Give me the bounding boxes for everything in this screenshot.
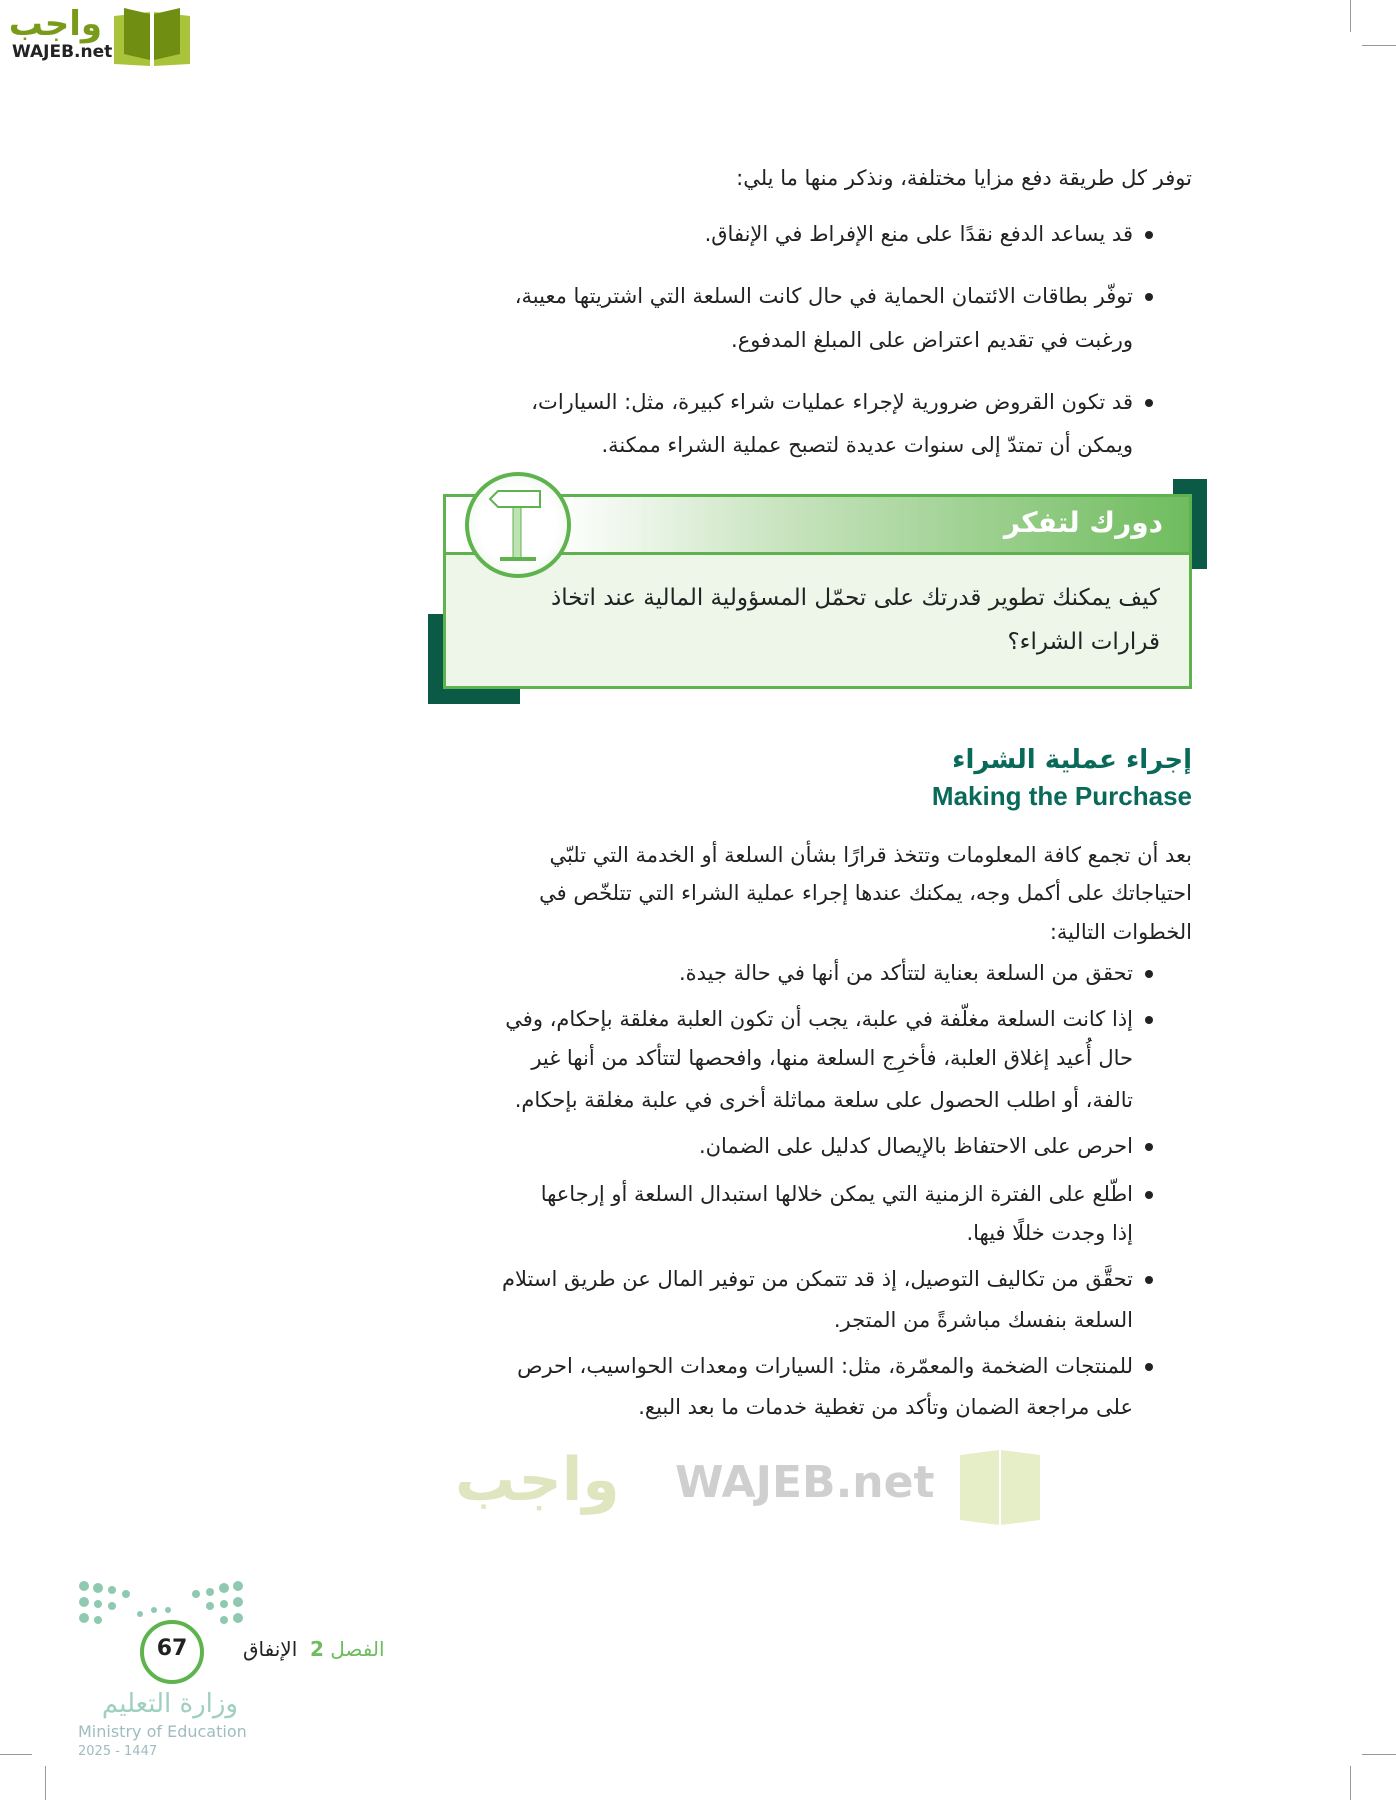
bullet-icon: [1145, 231, 1153, 239]
crop-mark: [1350, 0, 1351, 32]
crop-mark: [0, 1754, 32, 1755]
bullet-item-line: تحقق من السلعة بعناية لتتأكد من أنها في حالة جيدة.: [678, 961, 1133, 985]
bullet-item-line: للمنتجات الضخمة والمعمّرة، مثل: السيارات ومعدات الحواسيب، احرص: [517, 1354, 1133, 1378]
bullet-item-line: السلعة بنفسك مباشرةً من المتجر.: [833, 1308, 1133, 1332]
bullet-item-line: ورغبت في تقديم اعتراض على المبلغ المدفوع.: [731, 328, 1133, 352]
paragraph-line: بعد أن تجمع كافة المعلومات وتتخذ قرارًا بشأن السلعة أو الخدمة التي تلبّي: [549, 843, 1192, 867]
bullet-icon: [1145, 1016, 1153, 1024]
bullet-item-line: على مراجعة الضمان وتأكد من تغطية خدمات ما بعد البيع.: [638, 1395, 1133, 1419]
think-box-question: قرارات الشراء؟: [1007, 629, 1160, 655]
bullet-icon: [1145, 293, 1153, 301]
paragraph-line: الخطوات التالية:: [1049, 920, 1192, 944]
book-icon: [106, 4, 198, 66]
intro-text: توفر كل طريقة دفع مزايا مختلفة، ونذكر منها ما يلي:: [736, 166, 1192, 190]
bullet-item-line: تحقَّق من تكاليف التوصيل، إذ قد تتمكن من توفير المال عن طريق استلام: [501, 1267, 1133, 1291]
bullet-icon: [1145, 970, 1153, 978]
chapter-number: 2: [309, 1637, 324, 1661]
watermark-latin: WAJEB.net: [675, 1457, 935, 1508]
bullet-item-line: توفّر بطاقات الائتمان الحماية في حال كانت السلعة التي اشتريتها معيبة،: [514, 284, 1133, 308]
logo-latin: WAJEB.net: [12, 42, 113, 62]
section-title-english: Making the Purchase: [931, 781, 1192, 811]
think-box-title: دورك لتفكر: [1003, 506, 1163, 539]
watermark-arabic: واجب: [455, 1445, 620, 1515]
ministry-english: Ministry of Education: [78, 1722, 247, 1741]
bullet-item-line: حال أُعيد إغلاق العلبة، فأخرِج السلعة منها، وافحصها لتتأكد من أنها غير: [531, 1046, 1133, 1070]
page-number: 67: [156, 1636, 188, 1661]
bullet-item-line: قد يساعد الدفع نقدًا على منع الإفراط في الإنفاق.: [704, 222, 1133, 246]
ministry-arabic: وزارة التعليم: [101, 1689, 238, 1719]
bullet-item-line: احرص على الاحتفاظ بالإيصال كدليل على الضمان.: [698, 1134, 1133, 1158]
bullet-item-line: اطّلع على الفترة الزمنية التي يمكن خلالها استبدال السلعة أو إرجاعها: [540, 1182, 1133, 1206]
bullet-icon: [1145, 1363, 1153, 1371]
think-box-question: كيف يمكنك تطوير قدرتك على تحمّل المسؤولية المالية عند اتخاذ: [551, 585, 1160, 611]
chapter-title: الإنفاق: [243, 1637, 298, 1661]
bullet-icon: [1145, 1276, 1153, 1284]
bullet-icon: [1145, 399, 1153, 407]
chapter-label: [243, 1637, 385, 1661]
bullet-icon: [1145, 1191, 1153, 1199]
chapter-label-text: الفصل: [330, 1637, 385, 1661]
bullet-item-line: إذا كانت السلعة مغلّفة في علبة، يجب أن تكون العلبة مغلقة بإحكام، وفي: [505, 1007, 1133, 1031]
year: 2025 - 1447: [78, 1744, 158, 1759]
watermark-book-icon: [955, 1445, 1045, 1525]
bullet-icon: [1145, 1143, 1153, 1151]
crop-mark: [45, 1766, 46, 1800]
signpost-icon: [478, 485, 558, 565]
crop-mark: [1350, 1766, 1351, 1800]
paragraph-line: احتياجاتك على أكمل وجه، يمكنك عندها إجراء عملية الشراء التي تتلخّص في: [539, 881, 1192, 905]
logo-arabic: واجب: [8, 4, 102, 44]
bullet-item-line: تالفة، أو اطلب الحصول على سلعة مماثلة أخرى في علبة مغلقة بإحكام.: [514, 1088, 1133, 1112]
crop-mark: [1362, 45, 1396, 46]
bullet-item-line: إذا وجدت خللًا فيها.: [966, 1221, 1133, 1245]
section-title-arabic: إجراء عملية الشراء: [952, 745, 1192, 775]
crop-mark: [1362, 1754, 1396, 1755]
bullet-item-line: ويمكن أن تمتدّ إلى سنوات عديدة لتصبح عملية الشراء ممكنة.: [601, 433, 1133, 457]
bullet-item-line: قد تكون القروض ضرورية لإجراء عمليات شراء كبيرة، مثل: السيارات،: [531, 390, 1133, 414]
